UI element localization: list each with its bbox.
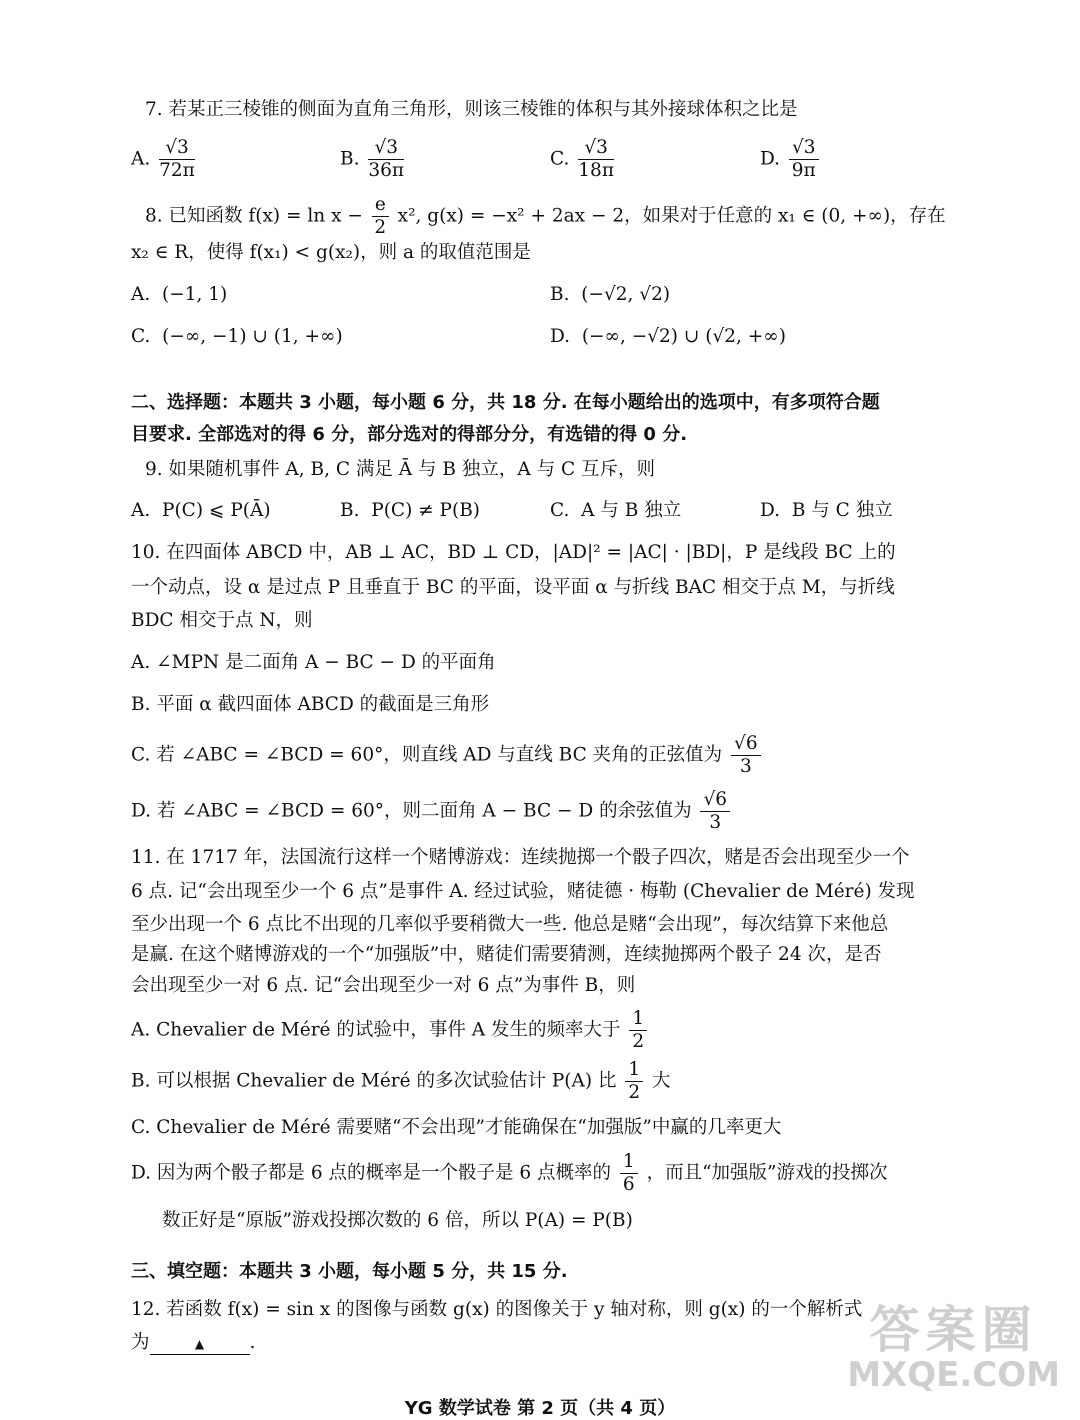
q7-option-a: A. $\frac{√3}{72\pi}$ [131,137,195,181]
q11-option-b-fraction: $\frac{1}{2}$ [625,1059,643,1104]
q7-option-c-fraction: $\frac{√3}{18\pi}$ [578,137,614,181]
q11-stem-line4: 是赢. 在这个赌博游戏的一个“加强版”中，赌徒们需要猜测，连续抛掷两个骰子 24 次，是否 [131,944,882,965]
q8-option-a: A. (−1, 1) [131,284,228,305]
q11-option-c: C. Chevalier de Méré 需要赌“不会出现”才能确保在“加强版”中赢的几率更大 [131,1117,782,1138]
q11-option-d-fraction: $\frac{1}{6}$ [620,1151,638,1196]
q11-stem-line3: 至少出现一个 6 点比不出现的几率似乎要稍微大一些. 他总是赌“会出现”，每次结算下来他总 [131,914,889,935]
q12-answer-blank[interactable] [150,1333,250,1355]
page-footer: YG 数学试卷 第 2 页（共 4 页） [404,1398,676,1419]
q11-option-d-line2: 数正好是“原版”游戏投掷次数的 6 倍，所以 P(A) = P(B) [162,1210,633,1231]
q11-option-d: D. 因为两个骰子都是 6 点的概率是一个骰子是 6 点概率的 $\frac{1}{6}$ ，而且“加强版”游戏的投掷次 [131,1151,888,1195]
q10-option-b: B. 平面 α 截四面体 ABCD 的截面是三角形 [131,694,490,715]
q8-option-d: D. (−∞, −√2) ∪ (√2, +∞) [550,326,786,347]
watermark-text-top: 答案圈 [869,1301,1038,1359]
q10-option-c: C. 若 ∠ABC = ∠BCD = 60°，则直线 AD 与直线 BC 夹角的正弦值为 $\frac{√6}{3}$ [131,733,764,778]
section2-heading-line1: 二、选择题：本题共 3 小题，每小题 6 分，共 18 分. 在每小题给出的选项中，有多项符合题 [131,392,880,413]
q10-option-d: D. 若 ∠ABC = ∠BCD = 60°，则二面角 A − BC − D 的余弦值为 $\frac{√6}{3}$ [131,789,733,834]
q10-option-a: A. ∠MPN 是二面角 A − BC − D 的平面角 [131,652,496,673]
q7-stem: 7. 若某正三棱锥的侧面为直角三角形，则该三棱锥的体积与其外接球体积之比是 [145,99,798,120]
q10-stem-line2: 一个动点，设 α 是过点 P 且垂直于 BC 的平面，设平面 α 与折线 BAC 相交于点 M，与折线 [131,577,895,598]
q9-option-c: C. A 与 B 独立 [550,500,682,521]
q8-e-over-2-fraction: $\frac{e}{2}$ [372,194,389,239]
q11-option-b: B. 可以根据 Chevalier de Méré 的多次试验估计 P(A) 比 $\frac{1}{2}$ 大 [131,1059,671,1103]
q8-stem-line1: 8. 已知函数 f(x) = ln x − $\frac{e}{2}$ x², g(x) = −x² + 2ax − 2，如果对于任意的 x₁ ∈ (0, +∞)，存在 [145,194,946,238]
q8-stem-line2: x₂ ∈ R，使得 f(x₁) < g(x₂)，则 a 的取值范围是 [131,242,531,263]
q10-stem-line3: BDC 相交于点 N，则 [131,610,313,631]
q11-option-a-fraction: $\frac{1}{2}$ [629,1008,647,1053]
q11-stem-line5: 会出现至少一对 6 点. 记“会出现至少一对 6 点”为事件 B，则 [131,975,636,996]
q9-option-d: D. B 与 C 独立 [760,500,893,521]
q8-option-c: C. (−∞, −1) ∪ (1, +∞) [131,326,343,347]
q7-option-d: D. $\frac{√3}{9\pi}$ [760,137,822,182]
q7-option-d-fraction: $\frac{√3}{9\pi}$ [789,137,819,182]
q9-option-b: B. P(C) ≠ P(B) [340,500,481,521]
watermark-logo [847,1303,1060,1393]
q10-option-c-fraction: $\frac{√6}{3}$ [731,733,761,778]
q7-option-b-fraction: $\frac{√3}{36\pi}$ [368,137,405,181]
answer-marker-icon: ▲ [194,1337,205,1351]
q11-stem-line2: 6 点. 记“会出现至少一个 6 点”是事件 A. 经过试验，赌徒德 · 梅勒 (Chevalier de Méré) 发现 [131,881,915,902]
watermark-text-bottom: MXQE.COM [847,1355,1060,1395]
q7-option-c: C. $\frac{√3}{18\pi}$ [550,137,614,181]
q10-stem-line1: 10. 在四面体 ABCD 中，AB ⊥ AC，BD ⊥ CD，|AD|² = |AC| · |BD|，P 是线段 BC 上的 [131,542,896,563]
section2-heading-line2: 目要求. 全部选对的得 6 分，部分选对的得部分分，有选错的得 0 分. [131,424,688,445]
q8-option-b: B. (−√2, √2) [550,284,671,305]
section3-heading: 三、填空题：本题共 3 小题，每小题 5 分，共 15 分. [131,1261,568,1282]
q12-stem-line1: 12. 若函数 f(x) = sin x 的图像与函数 g(x) 的图像关于 y 轴对称，则 g(x) 的一个解析式 [131,1299,863,1320]
q12-stem-line2: 为 ▲ . [131,1332,256,1353]
q11-option-a: A. Chevalier de Méré 的试验中，事件 A 发生的频率大于 $\frac{1}{2}$ [131,1008,650,1053]
q10-option-d-fraction: $\frac{√6}{3}$ [700,789,730,834]
q7-option-b: B. $\frac{√3}{36\pi}$ [340,137,405,181]
q9-stem: 9. 如果随机事件 A, B, C 满足 Ā 与 B 独立，A 与 C 互斥，则 [145,459,656,480]
q7-option-a-fraction: $\frac{√3}{72\pi}$ [159,137,195,181]
q9-option-a: A. P(C) ⩽ P(Ā) [131,500,271,521]
q11-stem-line1: 11. 在 1717 年，法国流行这样一个赌博游戏：连续抛掷一个骰子四次，赌是否会出现至少一个 [131,847,910,868]
